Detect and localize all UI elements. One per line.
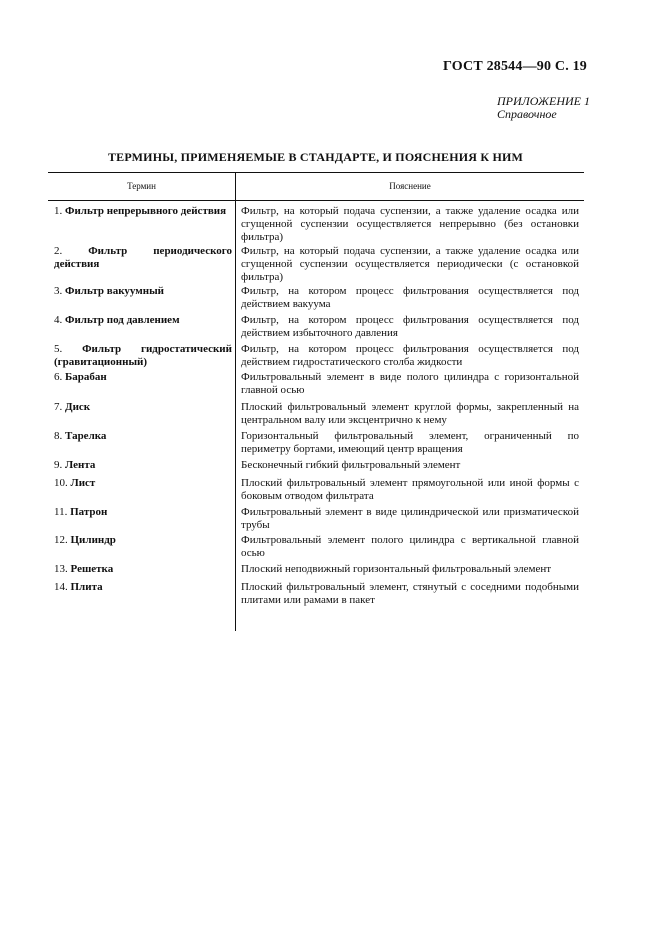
term-cell (54, 459, 232, 472)
term-name: Фильтр непрерывного действия (65, 205, 227, 217)
term-name: Цилиндр (70, 534, 116, 546)
explanations-column (236, 201, 584, 631)
table-body (48, 201, 584, 631)
terms-table (48, 172, 584, 631)
term-number: 9. (54, 459, 63, 471)
term-number: 1. (54, 205, 63, 217)
term-name: Лист (70, 477, 96, 489)
term-cell (54, 285, 232, 298)
term-name: Фильтр гидростатический (гравитационный) (54, 343, 232, 368)
appendix-title: ПРИЛОЖЕНИЕ 1 (497, 94, 590, 108)
explanation-cell: Фильтр, на котором процесс фильтрования осуществляется под действием избыточного давления (241, 314, 579, 339)
explanation-cell: Фильтр, на котором процесс фильтрования осуществляется под действием вакуума (241, 285, 579, 310)
column-header-term: Термин (48, 173, 236, 200)
term-cell (54, 477, 232, 490)
term-number: 8. (54, 430, 63, 442)
term-cell (54, 563, 232, 576)
term-name: Барабан (65, 371, 107, 383)
term-cell (54, 314, 232, 327)
term-cell (54, 371, 232, 384)
explanation-cell: Плоский фильтровальный элемент круглой формы, закрепленный на центральном валу или эксцентрично к нему (241, 401, 579, 426)
explanation-cell: Фильтр, на который подача суспензии, а также удаление осадка или сгущенной суспензии осуществляется периодически (с остановкой фильтра) (241, 245, 579, 283)
explanation-cell: Плоский фильтровальный элемент прямоугольной или иной формы с боковым отводом фильтрата (241, 477, 579, 502)
term-name: Патрон (70, 506, 108, 518)
term-name: Диск (65, 401, 91, 413)
term-number: 12. (54, 534, 68, 546)
term-number: 5. (54, 343, 63, 355)
term-number: 10. (54, 477, 68, 489)
term-number: 14. (54, 581, 68, 593)
page-header: ГОСТ 28544—90 С. 19 (443, 59, 587, 74)
term-name: Фильтр вакуумный (65, 285, 164, 297)
term-number: 3. (54, 285, 63, 297)
term-number: 4. (54, 314, 63, 326)
explanation-cell: Плоский неподвижный горизонтальный фильтровальный элемент (241, 563, 552, 575)
term-cell (54, 581, 232, 594)
explanation-cell: Фильтровальный элемент полого цилиндра с вертикальной главной осью (241, 534, 579, 559)
term-cell (54, 401, 232, 414)
term-name: Плита (70, 581, 103, 593)
explanation-cell: Бесконечный гибкий фильтровальный элемент (241, 459, 461, 471)
term-number: 6. (54, 371, 63, 383)
term-number: 2. (54, 245, 63, 257)
column-header-explanation: Пояснение (389, 181, 431, 191)
term-number: 7. (54, 401, 63, 413)
appendix-type: Справочное (497, 107, 557, 121)
term-cell (54, 534, 232, 547)
term-cell (54, 506, 232, 519)
term-number: 13. (54, 563, 68, 575)
term-cell (54, 430, 232, 443)
appendix-label (497, 95, 590, 121)
explanation-cell: Фильтр, на который подача суспензии, а также удаление осадка или сгущенной суспензии осуществляется непрерывно (без остановки фильтра) (241, 205, 579, 243)
section-title: ТЕРМИНЫ, ПРИМЕНЯЕМЫЕ В СТАНДАРТЕ, И ПОЯСНЕНИЯ К НИМ (107, 150, 524, 164)
terms-column (48, 201, 236, 631)
term-name: Решетка (70, 563, 114, 575)
term-name: Фильтр периодического действия (54, 245, 232, 270)
explanation-cell: Фильтровальный элемент в виде цилиндрической или призматической трубы (241, 506, 579, 531)
explanation-cell: Фильтр, на котором процесс фильтрования осуществляется под действием гидростатического столба жидкости (241, 343, 579, 368)
term-name: Тарелка (65, 430, 107, 442)
term-name: Фильтр под давлением (65, 314, 180, 326)
term-number: 11. (54, 506, 68, 518)
term-cell (54, 205, 232, 218)
term-cell (54, 245, 232, 271)
table-header (48, 172, 584, 201)
explanation-cell: Горизонтальный фильтровальный элемент, ограниченный по периметру бортами, имеющий центр вращения (241, 430, 579, 455)
term-name: Лента (65, 459, 96, 471)
term-cell (54, 343, 232, 369)
explanation-cell: Плоский фильтровальный элемент, стянутый с соседними подобными плитами или рамами в пакет (241, 581, 579, 606)
explanation-cell: Фильтровальный элемент в виде полого цилиндра с горизонтальной главной осью (241, 371, 579, 396)
